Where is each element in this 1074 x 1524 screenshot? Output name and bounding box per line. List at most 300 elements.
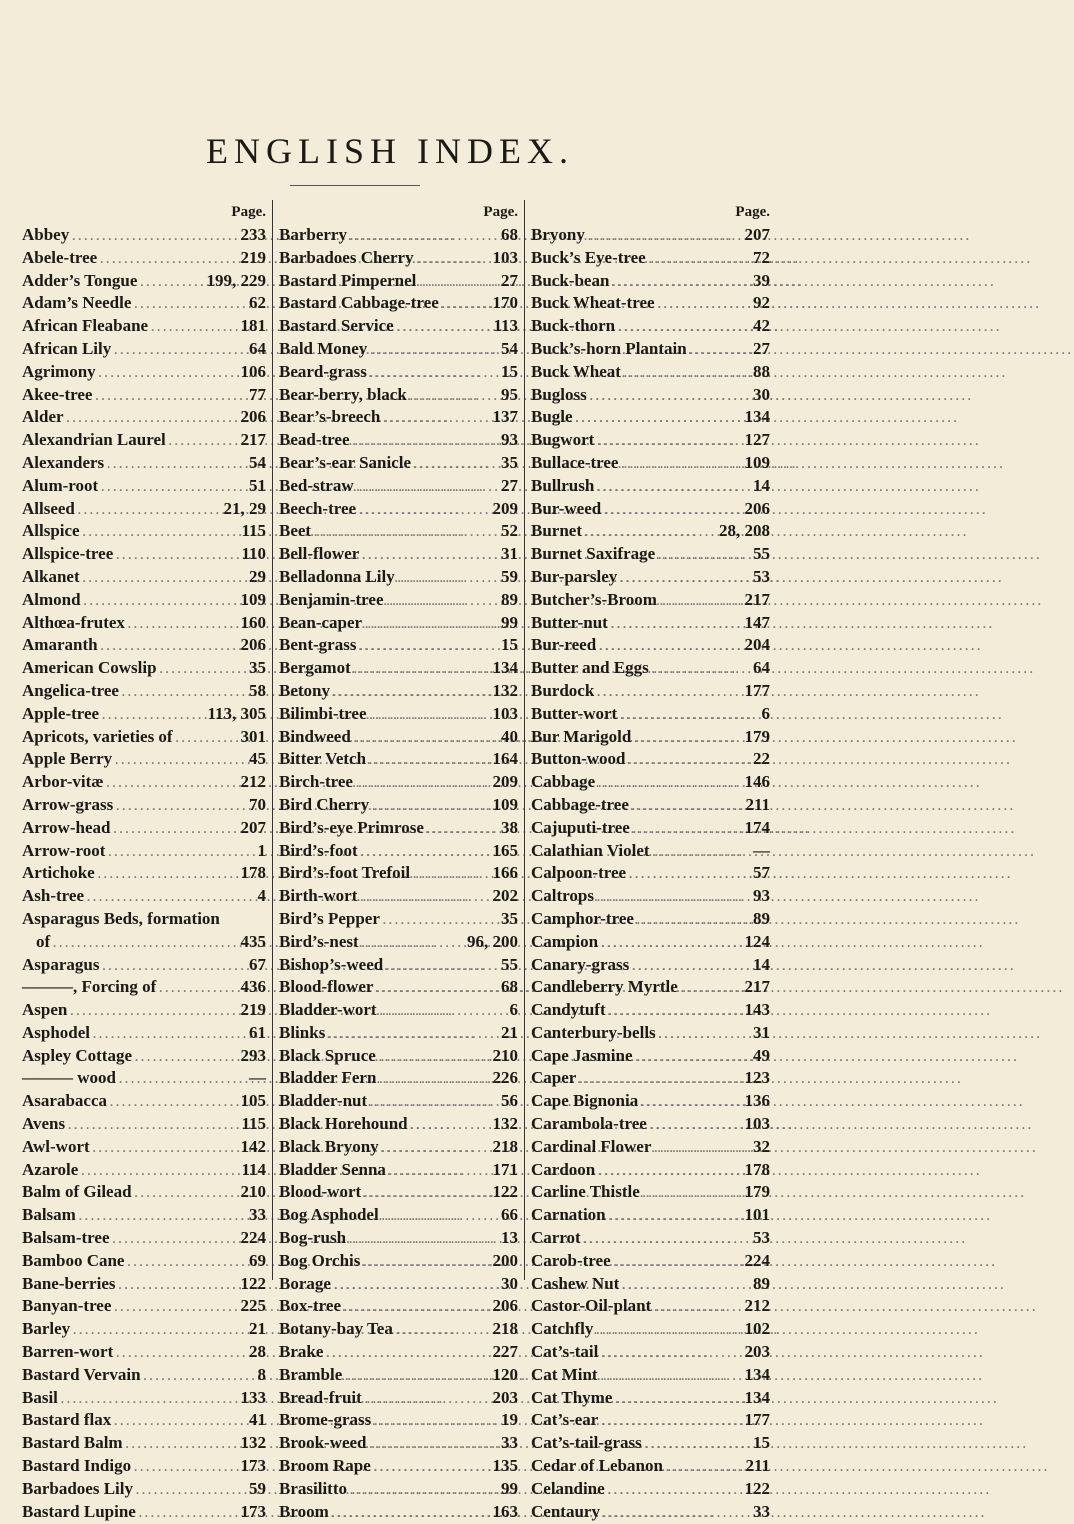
index-entry — [22, 406, 266, 429]
dot-leader — [631, 727, 744, 750]
index-entry — [279, 748, 518, 771]
entry-page: 219 — [240, 247, 266, 267]
dot-leader — [615, 316, 753, 339]
index-entry — [531, 908, 770, 931]
entry-name: of — [36, 931, 51, 951]
dot-leader — [361, 1182, 492, 1205]
entry-page: 134 — [744, 1387, 770, 1407]
dot-leader — [111, 1296, 240, 1319]
dot-leader — [576, 1068, 744, 1091]
dot-leader — [587, 385, 753, 408]
entry-name: Bastard Lupine — [22, 1501, 136, 1521]
dot-leader — [640, 1182, 745, 1205]
index-entry — [279, 247, 518, 270]
entry-name: Aspen — [22, 1000, 68, 1020]
index-entry — [22, 475, 266, 498]
entry-page: 56 — [501, 1091, 518, 1111]
entry-name: Buck-bean — [531, 270, 610, 290]
index-entry — [279, 954, 518, 977]
entry-name: Burdock — [531, 680, 595, 700]
entry-name: Bugloss — [531, 384, 587, 404]
entry-page: 15 — [501, 361, 518, 381]
index-entry — [22, 224, 266, 247]
entry-page: 227 — [492, 1342, 518, 1362]
index-entry — [279, 384, 518, 407]
dot-leader — [629, 795, 746, 818]
entry-name: Cat’s-ear — [531, 1410, 599, 1430]
index-entry — [22, 361, 266, 384]
entry-name: Bastard Balm — [22, 1433, 123, 1453]
index-entry — [279, 1045, 518, 1068]
dot-leader — [116, 1068, 249, 1091]
entry-page: 35 — [501, 452, 518, 472]
entry-name: Belladonna Lily — [279, 566, 395, 586]
dot-leader — [377, 1000, 510, 1023]
entry-page: 15 — [501, 635, 518, 655]
entry-name: Button-wood — [531, 749, 626, 769]
index-entry — [531, 931, 770, 954]
index-entry — [531, 543, 770, 566]
index-entry — [279, 1227, 518, 1250]
entry-name: Birth-wort — [279, 886, 358, 906]
entry-name: Bear-berry, black — [279, 384, 407, 404]
index-entry — [279, 429, 518, 452]
index-entry — [531, 338, 770, 361]
entry-name: Amaranth — [22, 635, 98, 655]
index-entry — [22, 1204, 266, 1227]
entry-name: Butter and Eggs — [531, 658, 649, 678]
entry-page: 206 — [744, 498, 770, 518]
dot-leader — [329, 1502, 493, 1524]
index-entry — [279, 1341, 518, 1364]
index-entry — [531, 1181, 770, 1204]
entry-name: Brome-grass — [279, 1410, 372, 1430]
dot-leader — [414, 248, 493, 271]
entry-page: 27 — [501, 270, 518, 290]
entry-name: Cedar of Lebanon — [531, 1456, 663, 1476]
entry-name: Bent-grass — [279, 635, 357, 655]
index-entry — [531, 315, 770, 338]
entry-name: Buck’s Eye-tree — [531, 247, 646, 267]
entry-name: Ash-tree — [22, 886, 84, 906]
entry-page: 27 — [753, 338, 770, 358]
entry-name: Cajuputi-tree — [531, 817, 630, 837]
entry-name: Bog Asphodel — [279, 1205, 379, 1225]
index-entry — [279, 566, 518, 589]
entry-page: 211 — [745, 1456, 770, 1476]
entry-name: Cat’s-tail — [531, 1342, 599, 1362]
entry-name: Campion — [531, 931, 599, 951]
entry-page: 54 — [249, 452, 266, 472]
index-entry — [22, 1045, 266, 1068]
entry-name: Broom Rape — [279, 1456, 371, 1476]
entry-page: 293 — [240, 1045, 266, 1065]
dot-leader — [148, 316, 240, 339]
entry-name: Bird Cherry — [279, 794, 370, 814]
dot-leader — [70, 1319, 249, 1342]
entry-page: 435 — [240, 931, 266, 951]
entry-page: 51 — [249, 475, 266, 495]
entry-name: Adder’s Tongue — [22, 270, 138, 290]
entry-name: Abele-tree — [22, 247, 98, 267]
index-entry — [279, 999, 518, 1022]
index-entry — [531, 498, 770, 521]
dot-leader — [650, 841, 753, 864]
dot-leader — [356, 499, 492, 522]
entry-page: 41 — [249, 1410, 266, 1430]
dot-leader — [594, 681, 744, 704]
dot-leader — [354, 476, 501, 499]
dot-leader — [132, 1182, 241, 1205]
dot-leader — [157, 658, 249, 681]
index-entry — [531, 703, 770, 726]
entry-name: Balsam-tree — [22, 1228, 110, 1248]
entry-name: Barren-wort — [22, 1342, 114, 1362]
index-entry — [22, 1478, 266, 1501]
index-entry — [279, 1113, 518, 1136]
dot-leader — [393, 1319, 493, 1342]
entry-page: 70 — [249, 794, 266, 814]
dot-leader — [132, 1046, 240, 1069]
entry-page: 436 — [240, 977, 266, 997]
index-entry — [531, 885, 770, 908]
entry-page: 179 — [744, 1182, 770, 1202]
index-entry — [22, 1364, 266, 1387]
dot-leader — [367, 339, 501, 362]
dot-leader — [359, 932, 467, 955]
entry-name: Canterbury-bells — [531, 1022, 656, 1042]
dot-leader — [373, 977, 501, 1000]
entry-page: 122 — [492, 1182, 518, 1202]
entry-name: Bastard Indigo — [22, 1456, 132, 1476]
index-entry — [279, 1136, 518, 1159]
index-entry — [22, 908, 266, 931]
entry-page: 21 — [501, 1022, 518, 1042]
entry-name: Bramble — [279, 1364, 343, 1384]
entry-page: 45 — [249, 749, 266, 769]
dot-leader — [598, 1342, 744, 1365]
index-entry — [22, 1501, 266, 1524]
entry-page: 211 — [745, 794, 770, 814]
entry-name: Centaury — [531, 1501, 600, 1521]
index-entry — [22, 1113, 266, 1136]
entry-name: Avens — [22, 1114, 66, 1134]
index-columns — [20, 200, 795, 1521]
entry-name: Angelica-tree — [22, 680, 119, 700]
entry-page: 67 — [249, 954, 266, 974]
index-entry — [22, 566, 266, 589]
entry-page: 203 — [744, 1342, 770, 1362]
entry-page: — — [249, 1068, 266, 1088]
title-rule — [290, 185, 420, 186]
entry-name: Buck-thorn — [531, 316, 616, 336]
index-entry — [22, 748, 266, 771]
entry-name: Bell-flower — [279, 544, 360, 564]
index-entry — [531, 817, 770, 840]
entry-name: African Fleabane — [22, 316, 149, 336]
entry-name: Bog-rush — [279, 1228, 347, 1248]
dot-leader — [606, 1205, 745, 1228]
entry-page: 110 — [241, 544, 266, 564]
dot-leader — [611, 1251, 745, 1274]
dot-leader — [581, 1228, 753, 1251]
entry-page: 95 — [501, 384, 518, 404]
entry-page: — — [753, 840, 770, 860]
index-entry — [279, 1090, 518, 1113]
dot-leader — [64, 407, 241, 430]
index-entry — [22, 931, 266, 954]
entry-name: Butcher’s-Broom — [531, 589, 657, 609]
index-entry — [22, 954, 266, 977]
index-entry — [279, 908, 518, 931]
index-entry — [279, 794, 518, 817]
index-entry — [22, 1295, 266, 1318]
entry-page: 120 — [492, 1364, 518, 1384]
entry-name: Arrow-grass — [22, 794, 114, 814]
entry-name: Castor-Oil-plant — [531, 1296, 652, 1316]
entry-page: 165 — [492, 840, 518, 860]
dot-leader — [131, 293, 249, 316]
entry-page: 173 — [240, 1456, 266, 1476]
entry-name: Brake — [279, 1342, 324, 1362]
entry-page: 133 — [240, 1387, 266, 1407]
dot-leader — [585, 225, 745, 248]
dot-leader — [67, 1000, 240, 1023]
dot-leader — [386, 1160, 493, 1183]
entry-name: Bird’s-eye Primrose — [279, 817, 424, 837]
entry-name: Bastard Cabbage-tree — [279, 293, 439, 313]
entry-page: 177 — [744, 680, 770, 700]
entry-page: 164 — [492, 749, 518, 769]
dot-leader — [380, 407, 492, 430]
entry-name: Bur-reed — [531, 635, 597, 655]
dot-leader — [367, 1091, 501, 1114]
index-entry — [22, 543, 266, 566]
entry-name: Bird’s-nest — [279, 931, 359, 951]
dot-leader — [80, 567, 249, 590]
entry-name: Bindweed — [279, 726, 351, 746]
entry-page: 132 — [492, 1114, 518, 1134]
index-entry — [279, 771, 518, 794]
entry-page: 103 — [492, 247, 518, 267]
dot-leader — [351, 658, 493, 681]
dot-leader — [97, 248, 240, 271]
entry-page: 218 — [492, 1319, 518, 1339]
index-entry — [22, 612, 266, 635]
entry-page: 29 — [249, 566, 266, 586]
entry-page: 181 — [240, 316, 266, 336]
entry-name: Bamboo Cane — [22, 1250, 125, 1270]
dot-leader — [111, 339, 249, 362]
entry-page: 147 — [744, 612, 770, 632]
index-entry — [531, 1022, 770, 1045]
dot-leader — [638, 1091, 744, 1114]
entry-page: 204 — [744, 635, 770, 655]
entry-page: 62 — [249, 293, 266, 313]
index-entry — [279, 862, 518, 885]
entry-name: Borage — [279, 1273, 331, 1293]
dot-leader — [350, 430, 502, 453]
index-entry — [22, 1227, 266, 1250]
dot-leader — [621, 362, 753, 385]
dot-leader — [58, 1388, 241, 1411]
entry-name: Cape Bignonia — [531, 1091, 639, 1111]
index-column-3 — [524, 200, 776, 1521]
entry-page: 166 — [492, 863, 518, 883]
entry-page: 206 — [240, 635, 266, 655]
dot-leader — [78, 1160, 241, 1183]
entry-name: Banyan-tree — [22, 1296, 112, 1316]
entry-page: 1 — [257, 840, 266, 860]
entry-page: 53 — [753, 1228, 770, 1248]
entry-name: Barbadoes Lily — [22, 1478, 133, 1498]
dot-leader — [630, 818, 745, 841]
dot-leader — [311, 521, 501, 544]
entry-name: Arbor-vitæ — [22, 772, 104, 792]
index-entry — [531, 384, 770, 407]
index-entry — [279, 1318, 518, 1341]
index-entry — [22, 338, 266, 361]
entry-name: Bugle — [531, 407, 573, 427]
entry-page: 69 — [249, 1250, 266, 1270]
entry-name: Blood-flower — [279, 977, 374, 997]
entry-name: Brook-weed — [279, 1433, 367, 1453]
entry-page: 22 — [753, 749, 770, 769]
index-entry — [22, 862, 266, 885]
entry-name: Carrot — [531, 1228, 581, 1248]
entry-page: 218 — [492, 1136, 518, 1156]
entry-name: Allspice-tree — [22, 544, 114, 564]
index-entry — [531, 589, 770, 612]
entry-page: 109 — [492, 794, 518, 814]
entry-name: Asparagus — [22, 954, 100, 974]
entry-page: 143 — [744, 1000, 770, 1020]
index-entry — [279, 1181, 518, 1204]
entry-name: Buck Wheat — [531, 361, 621, 381]
index-entry — [22, 384, 266, 407]
entry-page: 54 — [501, 338, 518, 358]
entry-page: 210 — [240, 1182, 266, 1202]
entry-name: Bastard Service — [279, 316, 394, 336]
index-entry — [22, 771, 266, 794]
entry-name: Burnet Saxifrage — [531, 544, 656, 564]
dot-leader — [347, 1479, 501, 1502]
column-page-header: Page. — [735, 204, 770, 220]
entry-page: 160 — [240, 612, 266, 632]
dot-leader — [663, 1456, 746, 1479]
index-entry — [531, 1204, 770, 1227]
dot-leader — [626, 863, 753, 886]
index-entry — [279, 976, 518, 999]
dot-leader — [84, 886, 258, 909]
index-entry — [531, 680, 770, 703]
dot-leader — [81, 590, 241, 613]
entry-page: 219 — [240, 1000, 266, 1020]
entry-name: Alexanders — [22, 452, 105, 472]
dot-leader — [655, 544, 753, 567]
entry-page: 30 — [753, 384, 770, 404]
dot-leader — [112, 749, 249, 772]
entry-name: Bur-weed — [531, 498, 602, 518]
dot-leader — [371, 1410, 501, 1433]
dot-leader — [113, 544, 241, 567]
index-entry — [22, 452, 266, 475]
entry-page: 206 — [240, 407, 266, 427]
entry-page: 66 — [501, 1205, 518, 1225]
dot-leader — [651, 1137, 753, 1160]
entry-name: Buck Wheat-tree — [531, 293, 655, 313]
entry-page: 57 — [753, 863, 770, 883]
entry-name: Buck’s-horn Plantain — [531, 338, 687, 358]
index-entry — [531, 247, 770, 270]
entry-name: Artichoke — [22, 863, 95, 883]
entry-name: Bullace-tree — [531, 452, 619, 472]
entry-page: 14 — [753, 954, 770, 974]
entry-page: 33 — [501, 1433, 518, 1453]
dot-leader — [383, 955, 501, 978]
entry-name: Agrimony — [22, 361, 96, 381]
entry-name: American Cowslip — [22, 658, 157, 678]
dot-leader — [75, 499, 224, 522]
entry-name: Bullrush — [531, 475, 595, 495]
index-entry — [531, 1250, 770, 1273]
entry-page: 42 — [753, 316, 770, 336]
dot-leader — [651, 1296, 744, 1319]
index-entry — [279, 292, 518, 315]
entry-name: Cat Mint — [531, 1364, 598, 1384]
entry-page: 105 — [240, 1091, 266, 1111]
entry-page: 68 — [501, 977, 518, 997]
index-entry — [531, 1318, 770, 1341]
dot-leader — [573, 407, 745, 430]
entry-page: 113 — [493, 316, 518, 336]
entry-name: Cabbage — [531, 772, 596, 792]
entry-name: Beet — [279, 521, 312, 541]
dot-leader — [598, 1410, 744, 1433]
entry-name: Bergamot — [279, 658, 351, 678]
entry-page: 72 — [753, 247, 770, 267]
dot-leader — [598, 932, 744, 955]
index-entry — [531, 657, 770, 680]
dot-leader — [50, 932, 240, 955]
entry-name: Bitter Vetch — [279, 749, 367, 769]
dot-leader — [98, 476, 249, 499]
index-entry — [279, 931, 518, 954]
entry-page: 178 — [744, 1159, 770, 1179]
entry-name: Bastard Pimpernel — [279, 270, 417, 290]
entry-name: Bog Orchis — [279, 1250, 361, 1270]
entry-page: 202 — [492, 886, 518, 906]
index-entry — [22, 429, 266, 452]
entry-page: 15 — [753, 1433, 770, 1453]
index-entry — [531, 566, 770, 589]
index-entry — [531, 612, 770, 635]
dot-leader — [596, 635, 744, 658]
entry-page: 206 — [492, 1296, 518, 1316]
entry-name: Alder — [22, 407, 64, 427]
index-entry — [279, 1432, 518, 1455]
entry-name: Bread-fruit — [279, 1387, 362, 1407]
entry-page: 99 — [501, 612, 518, 632]
index-entry — [279, 1409, 518, 1432]
dot-leader — [133, 1479, 249, 1502]
entry-page: 61 — [249, 1022, 266, 1042]
entry-page: 96, 200 — [467, 931, 518, 951]
entry-page: 35 — [249, 658, 266, 678]
index-entry — [531, 475, 770, 498]
entry-page: 179 — [744, 726, 770, 746]
index-entry — [531, 726, 770, 749]
